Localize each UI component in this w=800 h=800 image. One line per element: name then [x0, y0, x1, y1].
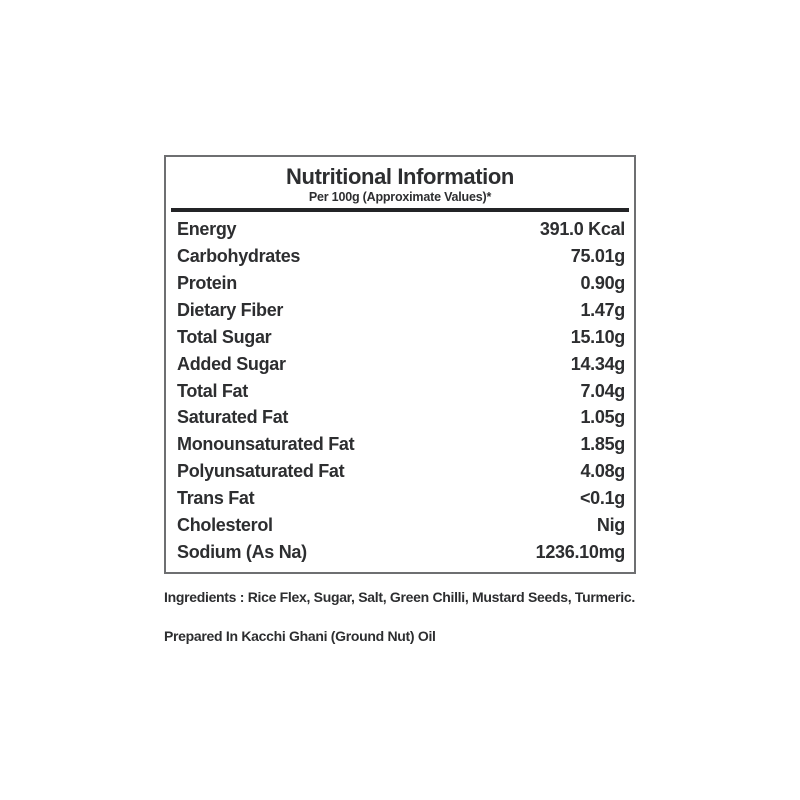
nutrient-value: 1236.10mg [535, 541, 625, 562]
nutrition-row [177, 270, 625, 297]
nutrient-name: Cholesterol [177, 515, 273, 536]
nutrient-name: Saturated Fat [177, 407, 289, 428]
nutrition-row [177, 243, 625, 270]
nutrient-name: Monounsaturated Fat [177, 434, 355, 455]
nutrition-row [177, 431, 625, 458]
nutrient-value: 0.90g [580, 273, 625, 294]
nutrition-row [177, 485, 625, 512]
nutrition-facts-panel [164, 155, 636, 574]
nutrition-title: Nutritional Information [286, 164, 514, 189]
nutrient-name: Protein [177, 273, 237, 294]
nutrient-value: 1.85g [580, 434, 625, 455]
nutrition-row [177, 405, 625, 432]
nutrition-row [177, 378, 625, 405]
nutrient-name: Dietary Fiber [177, 299, 284, 320]
nutrient-value: 7.04g [580, 380, 625, 401]
serving-size-subtitle: Per 100g (Approximate Values)* [308, 190, 492, 205]
nutrition-row [177, 539, 625, 566]
nutrient-name: Sodium (As Na) [177, 541, 307, 562]
nutrition-row [177, 297, 625, 324]
nutrient-name: Added Sugar [177, 353, 286, 374]
nutrient-value: Nig [596, 515, 625, 536]
ingredients-text: Ingredients : Rice Flex, Sugar, Salt, Green Chilli, Mustard Seeds, Turmeric. [164, 589, 635, 605]
nutrient-name: Total Fat [177, 380, 248, 401]
nutrition-row [177, 458, 625, 485]
nutrient-value: 4.08g [580, 461, 625, 482]
nutrient-value: 75.01g [570, 246, 625, 267]
nutrient-value: 1.47g [580, 299, 625, 320]
nutrient-value: 1.05g [580, 407, 625, 428]
nutrient-value: <0.1g [579, 488, 625, 509]
nutrition-row [177, 351, 625, 378]
prepared-in-text: Prepared In Kacchi Ghani (Ground Nut) Oil [164, 628, 436, 644]
nutrition-row [177, 216, 625, 243]
nutrient-name: Energy [177, 219, 237, 240]
nutrient-name: Carbohydrates [177, 246, 301, 267]
nutrition-row [177, 324, 625, 351]
nutrient-name: Polyunsaturated Fat [177, 461, 345, 482]
nutrient-name: Total Sugar [177, 326, 272, 347]
nutrient-value: 15.10g [570, 326, 625, 347]
nutrient-name: Trans Fat [177, 488, 255, 509]
nutrient-value: 14.34g [570, 353, 625, 374]
nutrition-rows [166, 212, 634, 566]
nutrition-row [177, 512, 625, 539]
nutrient-value: 391.0 Kcal [539, 219, 625, 240]
